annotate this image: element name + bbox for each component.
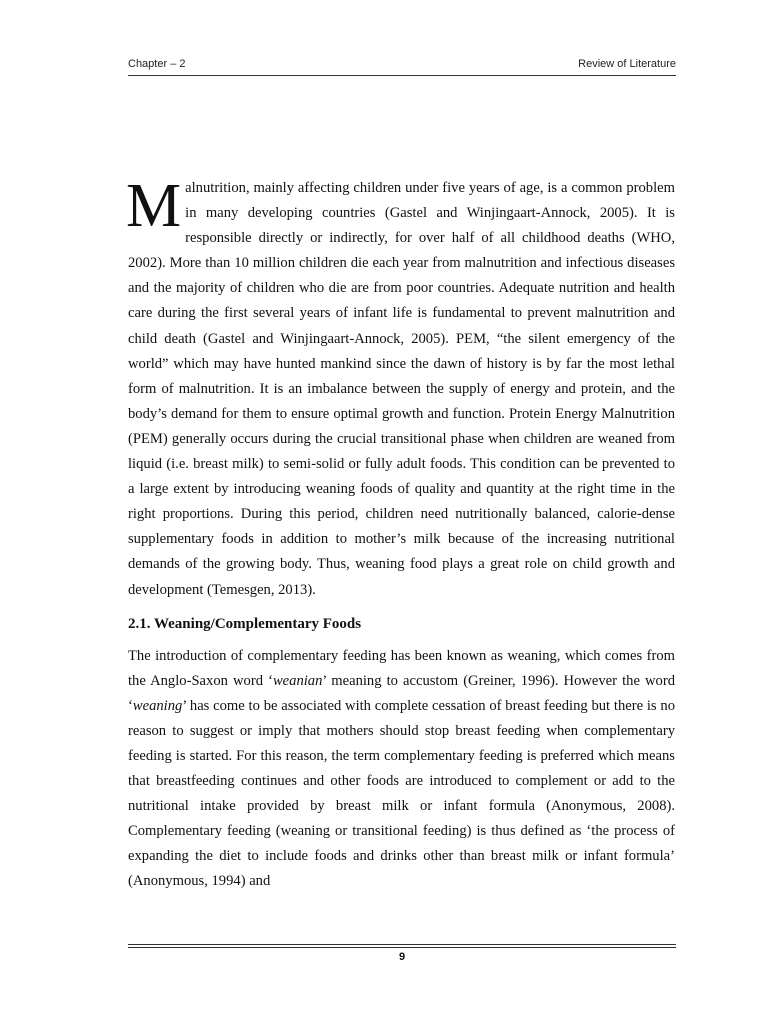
header-divider <box>128 75 676 76</box>
weaning-text-part2: ’ meaning to accustom (Greiner, 1996). However the word ‘ <box>128 672 675 714</box>
weanian-term: weanian <box>272 672 323 689</box>
page-body <box>126 172 675 895</box>
footer-divider-thick <box>128 944 676 945</box>
weaning-term: weaning <box>132 697 183 714</box>
intro-paragraph-text: alnutrition, mainly affecting children under five years of age, is a common problem in many developing countries (Gastel and Winjingaart-Annock, 2005). It is responsible directly or indirectly, for over half of all childhood deaths (WHO, 2002). More than 10 million children die each year from malnutrition and infectious diseases and the majority of children who die are from poor countries. Adequate nutrition and health care during the first several years of infant life is fundamental to prevent malnutrition and child death (Gastel and Winjingaart-Annock, 2005). PEM, “the silent emergency of the world” which may have hunted mankind since the dawn of history is by far the most lethal form of malnutrition. It is an imbalance between the supply of energy and protein, and the body’s demand for them to ensure optimal growth and function. Protein Energy Malnutrition (PEM) generally occurs during the crucial transitional phase when children are weaned from liquid (i.e. breast milk) to semi-solid or fully adult foods. This condition can be prevented to a large extent by introducing weaning foods of quality and quantity at the right time in the right proportions. During this period, children need nutritionally balanced, calorie-dense supplementary foods in addition to mother’s milk because of the increasing nutritional demands of the growing body. Thus, weaning food plays a great role on child growth and development (Temesgen, 2013). <box>128 180 675 598</box>
weaning-text-part1: The introduction of complementary feeding has been known as weaning, which comes from the Anglo-Saxon word ‘ <box>128 647 675 689</box>
section-title-label: Review of Literature <box>578 58 676 70</box>
footer-divider-thin <box>128 947 676 948</box>
drop-cap: M <box>126 172 182 240</box>
weaning-text-part3: ’ has come to be associated with complete cessation of breast feeding but there is no reason to suggest or imply that mothers should stop breast feeding when complementary feeding is started. For this reason, the term complementary feeding is preferred which means that breastfeeding continues and other foods are introduced to complement or add to the nutritional intake provided by breast milk or infant formula (Anonymous, 2008). Complementary feeding (weaning or transitional feeding) is thus defined as ‘the process of expanding the diet to include foods and drinks other than breast milk or infant formula’ (Anonymous, 1994) and <box>128 697 675 890</box>
page-number: 9 <box>398 951 406 963</box>
weaning-paragraph <box>128 644 675 895</box>
intro-paragraph <box>126 172 675 603</box>
chapter-label: Chapter – 2 <box>128 58 186 70</box>
running-header <box>128 58 676 70</box>
section-heading: 2.1. Weaning/Complementary Foods <box>128 615 362 632</box>
